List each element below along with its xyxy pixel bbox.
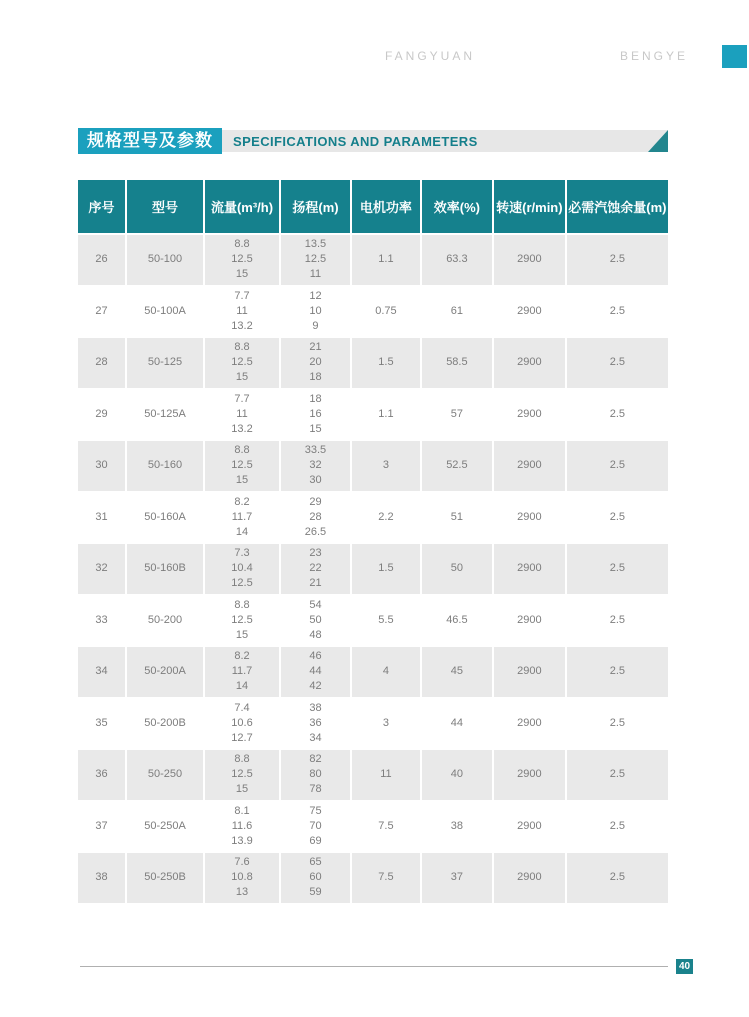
cell-head-line: 38: [309, 701, 322, 714]
cell-head-line: 29: [309, 495, 322, 508]
cell-head: [279, 647, 350, 697]
table-row: [78, 285, 668, 337]
cell-seq: 35: [95, 716, 108, 729]
cell-speed: 2900: [492, 338, 565, 388]
cell-speed: 2900: [492, 647, 565, 697]
cell-flow-line: 11.7: [231, 665, 253, 678]
cell-flow-line: 7.7: [234, 392, 250, 405]
cell-head-line: 54: [309, 598, 322, 611]
cell-npsh: 2.5: [565, 853, 668, 903]
cell-power: 1.5: [350, 544, 420, 594]
cell-npsh: 2.5: [565, 493, 668, 543]
cell-head-line: 18: [309, 371, 322, 384]
cell-model: 50-160B: [125, 544, 203, 594]
cell-model: 50-160A: [125, 493, 203, 543]
cell-model: 50-160: [125, 441, 203, 491]
cell-npsh: 2.5: [565, 699, 668, 749]
table-row: [78, 388, 668, 440]
cell-head-line: 46: [309, 650, 322, 663]
cell-npsh: 2.5: [565, 544, 668, 594]
cell-head: [279, 235, 350, 285]
cell-head-line: 9: [312, 319, 319, 332]
cell-flow-line: 13: [235, 886, 249, 899]
cell-flow-line: 11: [236, 304, 248, 317]
cell-flow-line: 7.4: [234, 701, 250, 714]
column-header-5: 效率(%): [420, 180, 492, 233]
cell-power: 2.2: [350, 493, 420, 543]
cell-head-line: 26.5: [304, 525, 327, 538]
spec-table: [78, 180, 668, 903]
cell-npsh: 2.5: [565, 647, 668, 697]
cell-head-line: 59: [309, 886, 322, 899]
cell-model: 50-100: [125, 235, 203, 285]
cell-seq: 34: [95, 665, 108, 678]
table-row: [78, 697, 668, 749]
cell-flow: [203, 750, 279, 800]
cell-efficiency: 63.3: [420, 235, 492, 285]
cell-npsh: 2.5: [565, 750, 668, 800]
table-row: [78, 594, 668, 646]
cell-seq: 26: [95, 253, 108, 266]
cell-head-line: 28: [309, 510, 322, 523]
cell-flow-line: 8.1: [234, 804, 250, 817]
cell-seq: 33: [95, 613, 108, 626]
cell-flow: [203, 853, 279, 903]
cell-flow-line: 11.7: [231, 510, 253, 523]
cell-flow-line: 8.8: [234, 444, 250, 457]
cell-head-line: 60: [309, 871, 322, 884]
cell-flow: [203, 647, 279, 697]
cell-flow: [203, 802, 279, 852]
cell-head-line: 65: [309, 856, 322, 869]
cell-seq: 38: [95, 871, 108, 884]
cell-efficiency: 51: [420, 493, 492, 543]
cell-speed: 2900: [492, 544, 565, 594]
cell-flow-line: 8.8: [234, 238, 250, 251]
cell-flow: [203, 699, 279, 749]
cell-efficiency: 58.5: [420, 338, 492, 388]
cell-power: 7.5: [350, 853, 420, 903]
cell-head-line: 34: [309, 731, 322, 744]
cell-model: 50-200: [125, 596, 203, 646]
cell-head: [279, 338, 350, 388]
cell-flow-line: 12.5: [231, 459, 253, 472]
cell-speed: 2900: [492, 750, 565, 800]
cell-head-line: 21: [309, 341, 322, 354]
cell-head-line: 33.5: [304, 444, 327, 457]
cell-model: 50-250A: [125, 802, 203, 852]
cell-npsh: 2.5: [565, 802, 668, 852]
cell-speed: 2900: [492, 390, 565, 440]
corner-accent-square: [722, 45, 747, 68]
cell-head: [279, 287, 350, 337]
cell-seq: 37: [95, 819, 108, 832]
brand-text-bengye: BENGYE: [620, 49, 689, 63]
cell-flow-line: 15: [235, 371, 249, 384]
cell-flow: [203, 441, 279, 491]
column-header-7: 必需汽蚀余量(m): [565, 180, 668, 233]
cell-efficiency: 57: [420, 390, 492, 440]
cell-flow: [203, 287, 279, 337]
cell-power: 4: [350, 647, 420, 697]
cell-flow-line: 10.6: [231, 716, 253, 729]
cell-speed: 2900: [492, 853, 565, 903]
cell-flow-line: 15: [235, 783, 249, 796]
cell-flow-line: 7.3: [234, 547, 250, 560]
cell-head-line: 48: [309, 628, 322, 641]
column-header-6: 转速(r/min): [492, 180, 565, 233]
cell-head-line: 23: [309, 547, 322, 560]
cell-head-line: 16: [309, 407, 322, 420]
cell-model: 50-100A: [125, 287, 203, 337]
cell-efficiency: 38: [420, 802, 492, 852]
cell-flow: [203, 544, 279, 594]
table-row: [78, 233, 668, 285]
cell-npsh: 2.5: [565, 390, 668, 440]
cell-head-line: 10: [309, 304, 322, 317]
cell-speed: 2900: [492, 441, 565, 491]
cell-flow: [203, 493, 279, 543]
table-row: [78, 851, 668, 903]
brand-text-fangyuan: FANGYUAN: [385, 49, 476, 63]
cell-head: [279, 699, 350, 749]
cell-model: 50-250: [125, 750, 203, 800]
table-row: [78, 491, 668, 543]
cell-flow-line: 12.7: [231, 731, 253, 744]
cell-speed: 2900: [492, 287, 565, 337]
cell-flow-line: 12.5: [231, 768, 253, 781]
cell-head: [279, 544, 350, 594]
spec-table-header-row: [78, 180, 668, 233]
cell-power: 3: [350, 699, 420, 749]
cell-speed: 2900: [492, 596, 565, 646]
cell-seq: 36: [95, 768, 108, 781]
page-number-badge: 40: [676, 959, 693, 974]
cell-speed: 2900: [492, 235, 565, 285]
cell-flow: [203, 235, 279, 285]
cell-model: 50-125A: [125, 390, 203, 440]
cell-flow-line: 15: [235, 628, 249, 641]
cell-model: 50-125: [125, 338, 203, 388]
cell-head: [279, 802, 350, 852]
cell-head: [279, 750, 350, 800]
cell-head-line: 32: [309, 459, 322, 472]
cell-flow-line: 12.5: [231, 356, 253, 369]
cell-speed: 2900: [492, 802, 565, 852]
section-title-bar: [222, 130, 668, 152]
cell-seq: 31: [95, 510, 108, 523]
cell-efficiency: 40: [420, 750, 492, 800]
spec-table-body: [78, 233, 668, 903]
cell-power: 5.5: [350, 596, 420, 646]
cell-flow-line: 8.8: [234, 753, 250, 766]
cell-npsh: 2.5: [565, 235, 668, 285]
section-title-en: SPECIFICATIONS AND PARAMETERS: [233, 133, 478, 149]
cell-head-line: 69: [309, 834, 322, 847]
cell-flow-line: 14: [235, 525, 249, 538]
cell-head-line: 42: [309, 680, 322, 693]
column-header-2: 流量(m³/h): [203, 180, 279, 233]
column-header-1: 型号: [125, 180, 203, 233]
cell-head-line: 44: [309, 665, 322, 678]
cell-flow-line: 8.2: [234, 650, 250, 663]
table-row: [78, 439, 668, 491]
cell-power: 1.5: [350, 338, 420, 388]
section-title-zh: 规格型号及参数: [78, 128, 222, 154]
cell-efficiency: 46.5: [420, 596, 492, 646]
cell-speed: 2900: [492, 699, 565, 749]
cell-flow-line: 13.2: [231, 319, 253, 332]
cell-head-line: 12.5: [304, 253, 327, 266]
cell-head-line: 80: [309, 768, 322, 781]
cell-seq: 32: [95, 562, 108, 575]
cell-flow-line: 15: [235, 268, 249, 281]
cell-power: 1.1: [350, 390, 420, 440]
cell-flow-line: 13.2: [231, 422, 253, 435]
cell-npsh: 2.5: [565, 287, 668, 337]
cell-flow-line: 8.8: [234, 341, 250, 354]
cell-efficiency: 45: [420, 647, 492, 697]
cell-flow-line: 12.5: [231, 253, 253, 266]
cell-seq: 27: [95, 304, 108, 317]
cell-npsh: 2.5: [565, 596, 668, 646]
cell-power: 1.1: [350, 235, 420, 285]
cell-head-line: 50: [309, 613, 322, 626]
cell-head-line: 13.5: [304, 238, 327, 251]
cell-head-line: 15: [309, 422, 322, 435]
cell-head-line: 82: [309, 753, 322, 766]
table-row: [78, 336, 668, 388]
cell-flow-line: 7.6: [234, 856, 250, 869]
cell-flow-line: 15: [235, 474, 249, 487]
cell-head: [279, 853, 350, 903]
cell-head-line: 18: [309, 392, 322, 405]
cell-efficiency: 52.5: [420, 441, 492, 491]
cell-flow-line: 13.9: [231, 834, 253, 847]
cell-flow: [203, 338, 279, 388]
cell-efficiency: 44: [420, 699, 492, 749]
cell-head-line: 30: [309, 474, 322, 487]
cell-efficiency: 61: [420, 287, 492, 337]
cell-power: 0.75: [350, 287, 420, 337]
cell-head-line: 36: [309, 716, 322, 729]
cell-model: 50-200A: [125, 647, 203, 697]
cell-flow-line: 8.2: [234, 495, 250, 508]
cell-head-line: 21: [309, 577, 322, 590]
cell-flow-line: 14: [235, 680, 249, 693]
cell-flow-line: 8.8: [234, 598, 250, 611]
cell-flow-line: 11.6: [231, 819, 253, 832]
cell-flow-line: 10.8: [231, 871, 253, 884]
table-row: [78, 800, 668, 852]
section-title: [78, 128, 668, 154]
cell-model: 50-250B: [125, 853, 203, 903]
cell-head-line: 22: [309, 562, 322, 575]
column-header-3: 扬程(m): [279, 180, 350, 233]
cell-head: [279, 493, 350, 543]
cell-head: [279, 596, 350, 646]
cell-seq: 29: [95, 407, 108, 420]
footer-divider: [80, 966, 668, 967]
cell-head: [279, 390, 350, 440]
table-row: [78, 748, 668, 800]
cell-npsh: 2.5: [565, 441, 668, 491]
cell-flow-line: 12.5: [231, 577, 253, 590]
cell-power: 3: [350, 441, 420, 491]
cell-flow: [203, 390, 279, 440]
cell-head-line: 12: [309, 289, 322, 302]
cell-head: [279, 441, 350, 491]
table-row: [78, 645, 668, 697]
cell-head-line: 75: [309, 804, 322, 817]
column-header-4: 电机功率: [350, 180, 420, 233]
cell-head-line: 70: [309, 819, 322, 832]
table-row: [78, 542, 668, 594]
cell-head-line: 11: [309, 268, 322, 281]
cell-efficiency: 37: [420, 853, 492, 903]
cell-seq: 28: [95, 356, 108, 369]
cell-flow-line: 10.4: [231, 562, 253, 575]
cell-model: 50-200B: [125, 699, 203, 749]
cell-power: 7.5: [350, 802, 420, 852]
cell-power: 11: [350, 750, 420, 800]
triangle-decoration-icon: [648, 130, 668, 152]
cell-flow-line: 11: [236, 407, 248, 420]
cell-seq: 30: [95, 459, 108, 472]
cell-flow: [203, 596, 279, 646]
cell-head-line: 78: [309, 783, 322, 796]
cell-speed: 2900: [492, 493, 565, 543]
cell-flow-line: 12.5: [231, 613, 253, 626]
cell-efficiency: 50: [420, 544, 492, 594]
cell-flow-line: 7.7: [234, 289, 250, 302]
cell-head-line: 20: [309, 356, 322, 369]
column-header-0: 序号: [88, 200, 115, 215]
cell-npsh: 2.5: [565, 338, 668, 388]
